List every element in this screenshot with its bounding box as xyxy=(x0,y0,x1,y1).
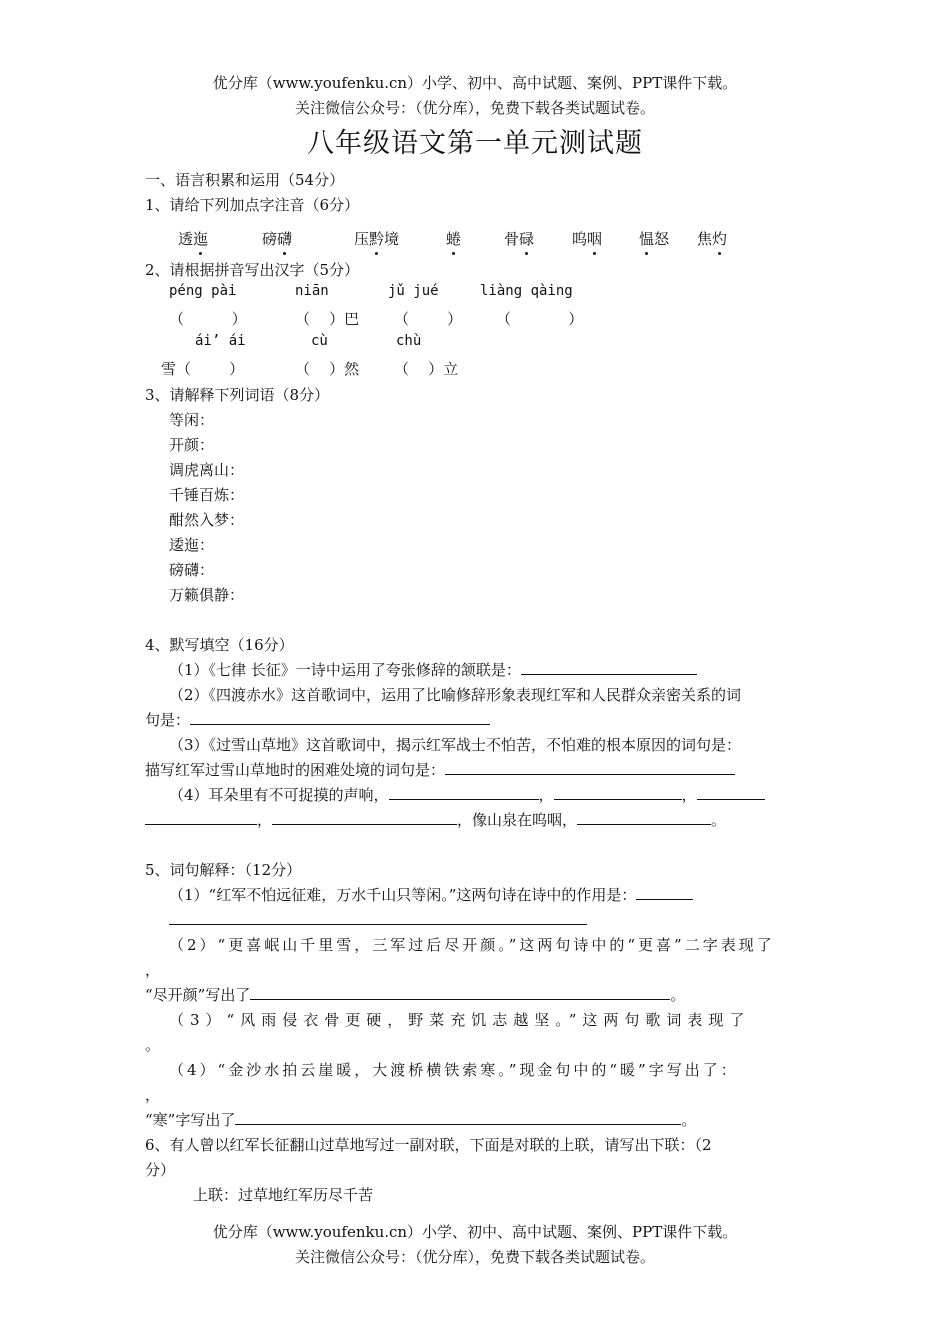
q5-heading: 5、词句解释：（12分） xyxy=(145,861,302,879)
pinyin: péng pài xyxy=(169,283,237,299)
q3-term: 等闲： xyxy=(169,411,215,429)
pinyin: niān xyxy=(295,283,329,299)
answer-blank[interactable]: 雪（ ） xyxy=(161,360,245,378)
q4-item-4: （4）耳朵里有不可捉摸的声响， ， ， xyxy=(145,783,810,808)
answer-line[interactable] xyxy=(697,783,765,800)
emphasis-dot-char: 愠 xyxy=(639,230,655,248)
q1-word: 骨碌 xyxy=(504,230,535,248)
answer-line[interactable] xyxy=(389,783,539,800)
pinyin: jǔ jué xyxy=(388,283,439,299)
q2-heading: 2、请根据拼音写出汉字（5分） xyxy=(145,261,360,279)
q5-item-4: （4）“金沙水拍云崖暖，大渡桥横铁索寒。”现金句中的“暖”字写出了： xyxy=(169,1061,739,1079)
answer-line[interactable] xyxy=(272,808,457,825)
footer-line-2: 关注微信公众号：（优分库），免费下载各类试题试卷。 xyxy=(294,1248,655,1266)
q2-blank-row-1 xyxy=(145,308,810,333)
q1-word xyxy=(446,228,461,249)
q5-item-1-cont xyxy=(145,908,810,933)
pinyin: ái’ ái xyxy=(195,333,246,349)
emphasis-dot-char: 碌 xyxy=(519,230,535,248)
q5-item-2-cont: “尽开颜”写出了 。 xyxy=(145,983,810,1008)
q6-heading: 6、有人曾以红军长征翻山过草地写过一副对联，下面是对联的上联，请写出下联：（2 xyxy=(145,1136,712,1154)
q4-item-2: （2）《四渡赤水》这首歌词中，运用了比喻修辞形象表现红军和人民群众亲密关系的词 xyxy=(169,686,742,704)
q3-term: 开颜： xyxy=(169,436,215,454)
answer-line[interactable] xyxy=(636,883,693,900)
answer-line[interactable] xyxy=(145,808,257,825)
q3-term: 磅礴： xyxy=(169,561,215,579)
answer-blank[interactable]: （ ）巴 xyxy=(295,310,360,328)
answer-line[interactable] xyxy=(190,708,490,725)
q6-heading-cont: 分） xyxy=(145,1161,176,1179)
q3-term: 酣然入梦： xyxy=(169,511,245,529)
q1-word: 压黔境 xyxy=(354,230,400,248)
q1-word: 透迤 xyxy=(178,230,209,248)
q4-item-1: （1）《七律 长征》一诗中运用了夸张修辞的颔联是： xyxy=(145,658,810,683)
q1-word: 磅礴 xyxy=(262,230,293,248)
q5-item-2: （2）“更喜岷山千里雪，三军过后尽开颜。”这两句诗中的“更喜”二字表现了 xyxy=(169,936,775,954)
q4-item-3: （3）《过雪山草地》这首歌词中，揭示红军战士不怕苦，不怕难的根本原因的词句是： xyxy=(169,736,742,754)
answer-line[interactable] xyxy=(554,783,682,800)
answer-blank[interactable]: （ ）立 xyxy=(394,360,459,378)
q5-item-4-cont: “寒”字写出了 。 xyxy=(145,1108,810,1133)
q5-item-3-end: 。 xyxy=(145,1036,161,1054)
pinyin: liàng qàing xyxy=(480,283,573,299)
section-1-heading: 一、语言积累和运用（54分） xyxy=(145,171,345,189)
q3-term: 逶迤： xyxy=(169,536,215,554)
answer-line[interactable] xyxy=(521,658,697,675)
q3-term: 千锤百炼： xyxy=(169,486,245,504)
q2-blank-row-2 xyxy=(145,358,810,383)
q2-pinyin-row-2 xyxy=(145,333,810,358)
answer-line[interactable] xyxy=(577,808,711,825)
emphasis-dot-char: 黔 xyxy=(369,230,385,248)
q3-term: 调虎离山： xyxy=(169,461,245,479)
q1-word: 愠怒 xyxy=(639,230,670,248)
q4-item-3-cont: 描写红军过雪山草地时的困难处境的词句是： xyxy=(145,758,810,783)
emphasis-dot-char: 礴 xyxy=(277,230,293,248)
q3-heading: 3、请解释下列词语（8分） xyxy=(145,386,330,404)
q6-couplet-upper: 上联：过草地红军历尽千苦 xyxy=(193,1186,374,1204)
answer-line[interactable] xyxy=(169,908,587,925)
q2-pinyin-row-1 xyxy=(145,283,810,308)
emphasis-dot-char: 迤 xyxy=(193,230,209,248)
answer-blank[interactable]: （ ）然 xyxy=(295,360,360,378)
q5-item-3: （3）“风雨侵衣骨更硬，野菜充饥志越坚。”这两句歌词表现了 xyxy=(169,1011,751,1029)
emphasis-dot-char: 蜷 xyxy=(446,230,462,248)
q1-heading: 1、请给下列加点字注音（6分） xyxy=(145,196,360,214)
answer-line[interactable] xyxy=(250,983,670,1000)
page-title: 八年级语文第一单元测试题 xyxy=(307,128,643,159)
answer-blank[interactable]: （ ） xyxy=(169,310,247,328)
q5-item-1: （1）“红军不怕远征难，万水千山只等闲。”这两句诗在诗中的作用是： xyxy=(145,883,810,908)
q4-heading: 4、默写填空（16分） xyxy=(145,636,294,654)
emphasis-dot-char: 灼 xyxy=(712,230,728,248)
pinyin: chù xyxy=(396,333,422,349)
q4-item-2-cont: 句是： xyxy=(145,708,810,733)
answer-line[interactable] xyxy=(445,758,735,775)
q1-word-row xyxy=(145,218,810,258)
answer-blank[interactable]: （ ） xyxy=(394,310,463,328)
q1-word: 呜咽 xyxy=(572,230,603,248)
q3-term: 万籁俱静： xyxy=(169,586,245,604)
answer-blank[interactable]: （ ） xyxy=(496,310,584,328)
q5-item-2-comma: ， xyxy=(145,961,161,979)
q4-item-4-cont: ， ，像山泉在呜咽， 。 xyxy=(145,808,810,833)
pinyin: cù xyxy=(311,333,328,349)
footer-line-1: 优分库（www.youfenku.cn）小学、初中、高中试题、案例、PPT课件下载。 xyxy=(212,1223,738,1241)
q1-word: 焦灼 xyxy=(697,230,728,248)
emphasis-dot-char: 咽 xyxy=(587,230,603,248)
exam-content xyxy=(145,168,810,1208)
answer-line[interactable] xyxy=(235,1108,681,1125)
header-line-1: 优分库（www.youfenku.cn）小学、初中、高中试题、案例、PPT课件下载。 xyxy=(212,74,738,92)
header-line-2: 关注微信公众号：（优分库），免费下载各类试题试卷。 xyxy=(294,99,655,117)
q5-item-4-comma: ， xyxy=(145,1086,161,1104)
